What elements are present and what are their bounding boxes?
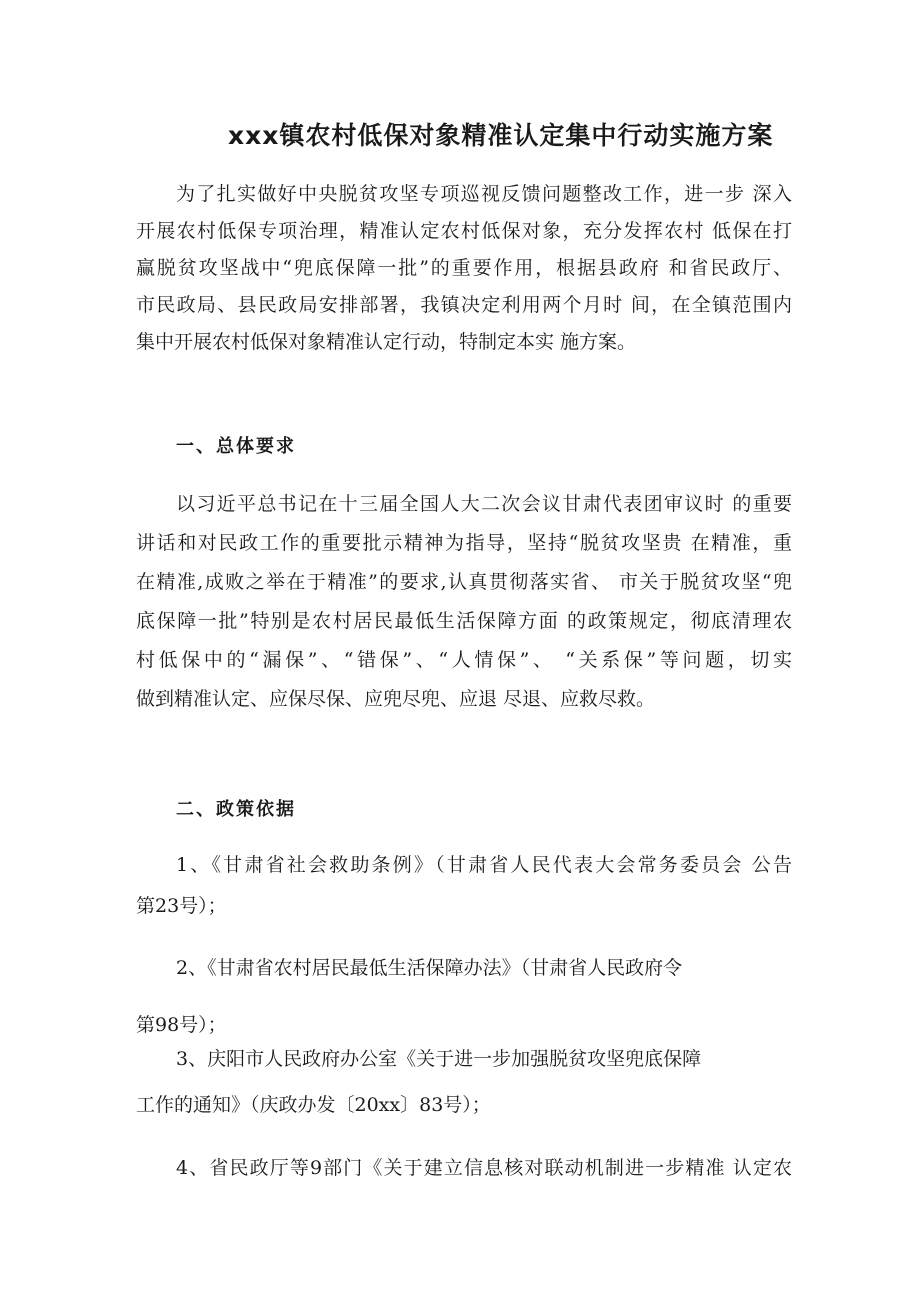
body-line: 讲话和对民政工作的重要批示精神为指导，坚持“脱贫攻坚贵 在精准，重 [136,532,792,554]
document-title: xxx镇农村低保对象精准认定集中行动实施方案 [228,121,774,150]
intro-line: 集中开展农村低保对象精准认定行动，特制定本实 施方案。 [136,331,637,353]
body-line: 在精准,成败之举在于精准”的要求,认真贯彻落实省、 市关于脱贫攻坚“兜 [136,571,792,593]
body-line: 村低保中的“漏保”、“错保”、“人情保”、 “关系保”等问题，切实 [136,649,792,671]
policy-item-line: 第98号）； [136,1014,227,1036]
body-line: 底保障一批”特别是农村居民最低生活保障方面 的政策规定，彻底清理农 [136,610,792,632]
policy-item-line: 4、省民政厅等9部门《关于建立信息核对联动机制进一步精准 认定农 [176,1157,792,1179]
intro-line: 为了扎实做好中央脱贫攻坚专项巡视反馈问题整改工作，进一步 深入 [176,183,792,205]
policy-item-line: 1、《甘肃省社会救助条例》（甘肃省人民代表大会常务委员会 公告 [176,854,792,876]
intro-line: 赢脱贫攻坚战中“兜底保障一批”的重要作用，根据县政府 和省民政厅、 [136,257,792,279]
intro-line: 市民政局、县民政局安排部署，我镇决定利用两个月时 间，在全镇范围内 [136,294,792,316]
section-heading-policy-basis: 二、政策依据 [176,799,296,820]
section-heading-general-requirements: 一、总体要求 [176,436,296,457]
intro-line: 开展农村低保专项治理，精准认定农村低保对象，充分发挥农村 低保在打 [136,220,792,242]
policy-item-line: 第23号）； [136,895,227,917]
policy-item-line: 工作的通知》（庆政办发〔20xx〕83号）； [136,1094,491,1116]
policy-item-line: 3、庆阳市人民政府办公室《关于进一步加强脱贫攻坚兜底保障 [176,1048,702,1070]
policy-item-line: 2、《甘肃省农村居民最低生活保障办法》（甘肃省人民政府令 [176,957,683,979]
body-line: 做到精准认定、应保尽保、应兜尽兜、应退 尽退、应救尽救。 [136,688,656,710]
body-line: 以习近平总书记在十三届全国人大二次会议甘肃代表团审议时 的重要 [176,493,792,515]
